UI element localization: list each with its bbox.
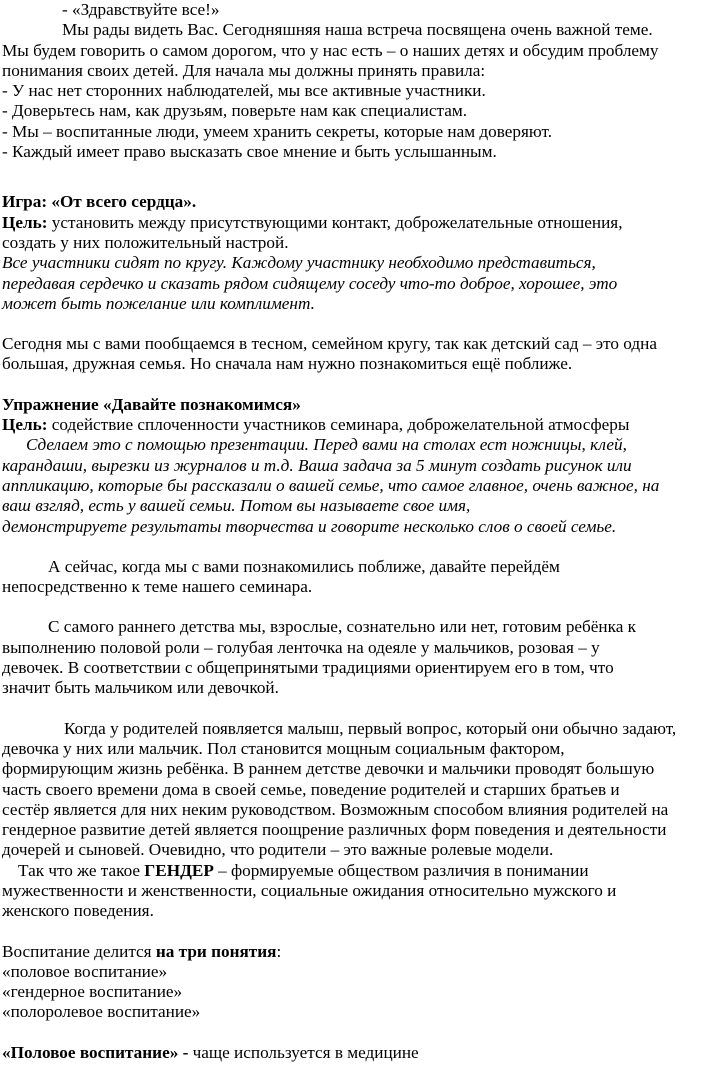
paragraph-line: гендерное развитие детей является поощрение различных форм поведения и деятельности	[2, 820, 667, 840]
rule-item: - Каждый имеет право высказать свое мнение и быть услышанным.	[2, 142, 497, 162]
exercise-title: Упражнение «Давайте познакомимся»	[2, 394, 301, 414]
sex-ed-text: чаще используется в медицине	[188, 1042, 419, 1062]
spacer	[2, 597, 704, 617]
transition-line: А сейчас, когда мы с вами познакомились поближе, давайте перейдём	[48, 556, 560, 576]
goal-label: Цель:	[2, 415, 48, 435]
paragraph-line: С самого раннего детства мы, взрослые, сознательно или нет, готовим ребёнка к	[48, 617, 636, 637]
game-instruction: может быть пожелание или комплимент.	[2, 293, 315, 313]
sex-ed-definition	[2, 1043, 704, 1063]
upbringing-bold: на три понятия	[155, 941, 277, 961]
spacer	[2, 375, 704, 395]
gender-definition-line: мужественности и женственности, социальные ожидания относительно мужского и	[2, 880, 617, 900]
exercise-instruction: карандаши, вырезки из журналов и т.д. Ваша задача за 5 минут создать рисунок или	[2, 455, 632, 475]
paragraph-line: формирующим жизнь ребёнка. В раннем детстве девочки и мальчики проводят большую	[2, 759, 655, 779]
game-instruction: передавая сердечко и сказать рядом сидящему соседу что-то доброе, хорошее, это	[2, 273, 618, 293]
upbringing-item: «половое воспитание»	[2, 961, 168, 981]
rule-item: - Мы – воспитанные люди, умеем хранить секреты, которые нам доверяют.	[2, 121, 553, 141]
exercise-instruction: Сделаем это с помощью презентации. Перед вами на столах ест ножницы, клей,	[26, 435, 627, 455]
game-goal	[2, 213, 704, 233]
gender-post: – формируемые обществом различия в понимании	[213, 860, 589, 880]
gender-term: ГЕНДЕР	[144, 860, 214, 880]
exercise-instruction: аппликацию, которые бы рассказали о вашей семье, что самое главное, очень важное, на	[2, 475, 660, 495]
goal-label: Цель:	[2, 212, 48, 232]
greeting-line: - «Здравствуйте все!»	[62, 0, 220, 19]
transition-line: непосредственно к теме нашего семинара.	[2, 577, 313, 597]
game-goal-line: создать у них положительный настрой.	[2, 232, 289, 252]
game-title: Игра: «От всего сердца».	[2, 192, 197, 212]
exercise-instruction: ваш взгляд, есть у вашей семьи. Потом вы называете свое имя,	[2, 496, 471, 516]
paragraph-line: выполнению половой роли – голубая ленточка на одеяле у мальчиков, розовая – у	[2, 637, 600, 657]
paragraph-line: Когда у родителей появляется малыш, первый вопрос, который они обычно задают,	[64, 718, 677, 738]
upbringing-pre: Воспитание делится	[2, 941, 156, 961]
spacer	[2, 699, 704, 719]
gender-definition	[2, 861, 704, 881]
spacer	[2, 314, 704, 334]
gender-pre: Так что же такое	[18, 860, 145, 880]
rule-item: - Доверьтесь нам, как друзьям, поверьте нам как специалистам.	[2, 101, 468, 121]
paragraph-line: значит быть мальчиком или девочкой.	[2, 678, 279, 698]
game-instruction: Все участники сидят по кругу. Каждому участнику необходимо представиться,	[2, 253, 596, 273]
upbringing-post: :	[276, 941, 282, 961]
spacer	[2, 182, 704, 192]
intro-line: Сегодня мы с вами пообщаемся в тесном, семейном кругу, так как детский сад – это одна	[2, 334, 657, 354]
spacer	[2, 1023, 704, 1043]
upbringing-item: «гендерное воспитание»	[2, 982, 183, 1002]
exercise-goal	[2, 415, 704, 435]
rule-item: - У нас нет сторонних наблюдателей, мы все активные участники.	[2, 81, 486, 101]
sex-ed-term: «Половое воспитание» -	[2, 1042, 189, 1062]
paragraph-line: сестёр является для них неким руководством. Возможным способом влияния родителей на	[2, 799, 669, 819]
paragraph-line: девочек. В соответствии с общепринятыми традициями ориентируем его в том, что	[2, 658, 614, 678]
goal-text: установить между присутствующими контакт, доброжелательные отношения,	[47, 212, 623, 232]
greeting-line: Мы будем говорить о самом дорогом, что у нас есть – о наших детях и обсудим проблему	[2, 40, 659, 60]
upbringing-intro	[2, 942, 704, 962]
spacer	[2, 162, 704, 182]
paragraph-line: часть своего времени дома в своей семье, поведение родителей и старших братьев и	[2, 779, 620, 799]
spacer	[2, 537, 704, 557]
intro-line: большая, дружная семья. Но сначала нам нужно познакомиться ещё поближе.	[2, 354, 573, 374]
gender-definition-line: женского поведения.	[2, 901, 154, 921]
goal-text: содействие сплоченности участников семинара, доброжелательной атмосферы	[47, 415, 630, 435]
spacer	[2, 922, 704, 942]
upbringing-item: «полоролевое воспитание»	[2, 1002, 201, 1022]
exercise-instruction: демонстрируете результаты творчества и говорите несколько слов о своей семье.	[2, 516, 617, 536]
greeting-line: Мы рады видеть Вас. Сегодняшняя наша встреча посвящена очень важной теме.	[62, 20, 653, 40]
paragraph-line: девочка у них или мальчик. Пол становится мощным социальным фактором,	[2, 738, 565, 758]
greeting-line: понимания своих детей. Для начала мы должны принять правила:	[2, 60, 486, 80]
paragraph-line: дочерей и сыновей. Очевидно, что родители – это важные ролевые модели.	[2, 840, 554, 860]
